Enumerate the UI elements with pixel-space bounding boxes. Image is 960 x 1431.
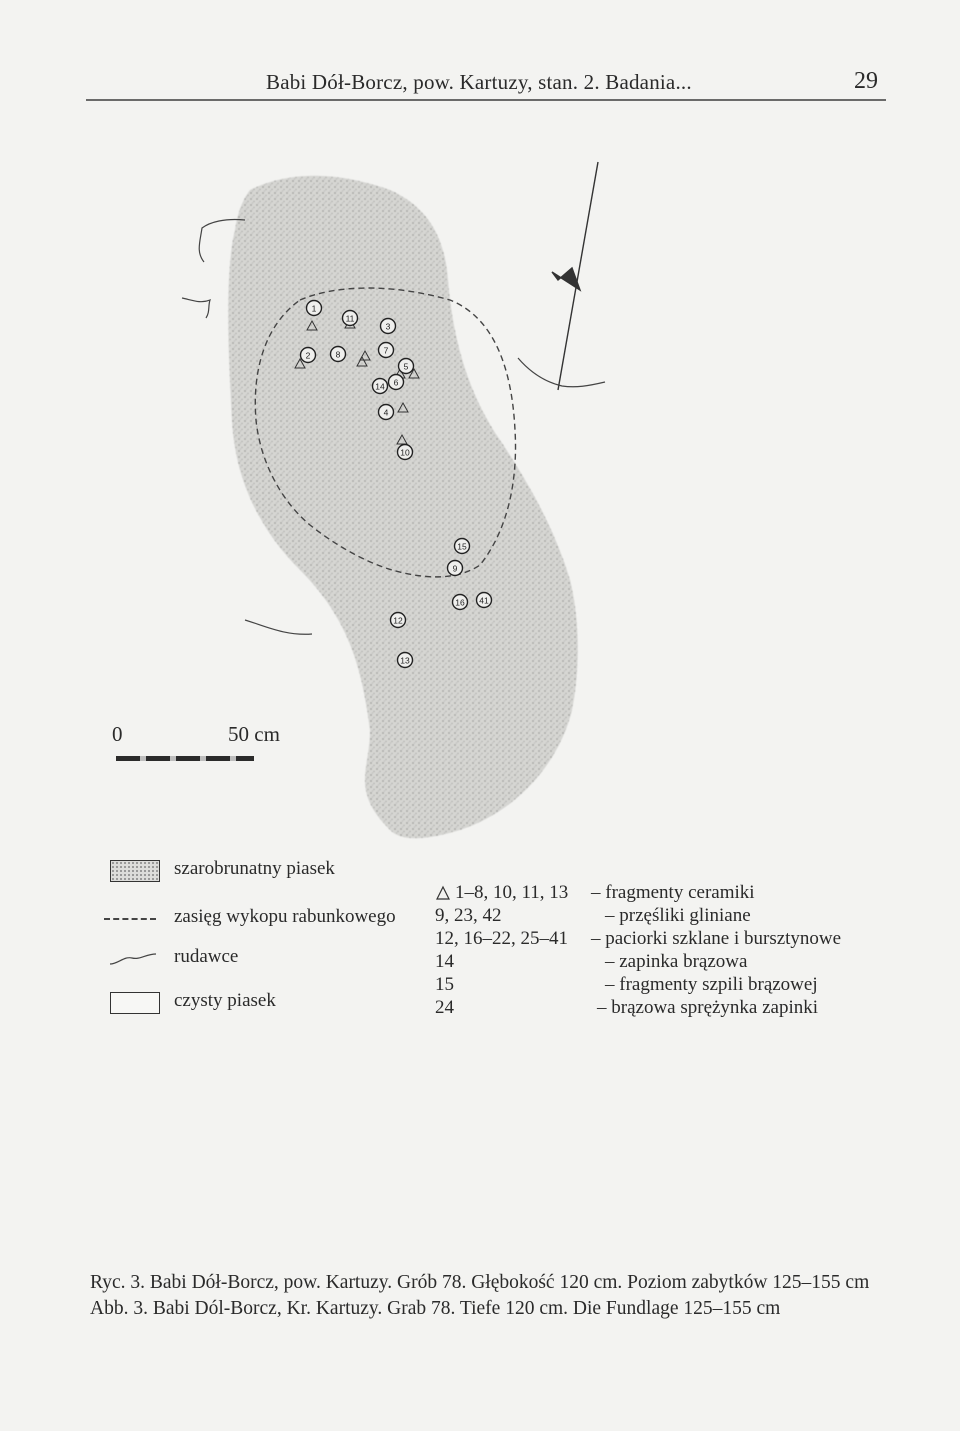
find-marker [301,348,316,363]
find-marker [391,613,406,628]
marker-number: 15 [457,541,467,552]
finds-desc: – przęśliki gliniane [605,905,751,926]
marker-number: 7 [383,345,389,356]
find-marker [331,347,346,362]
find-marker [477,593,492,608]
finds-list [435,882,915,1022]
finds-nums: 9, 23, 42 [435,905,502,926]
finds-nums: 1–8, 10, 11, 13 [455,882,569,903]
running-title: Babi Dół-Borcz, pow. Kartuzy, stan. 2. Badania... [266,70,692,94]
find-marker [399,359,414,374]
find-marker [379,405,394,420]
clean-sand-swatch [110,992,160,1014]
marker-number: 3 [385,321,391,332]
bog-ore-label: rudawce [174,946,239,967]
sand-swatch [110,860,160,882]
marker-number: 12 [393,615,403,626]
bog-ore-swatch [104,946,164,970]
scale-zero-label: 0 [112,722,123,746]
finds-nums: 15 [435,974,454,995]
scale-ruler [116,756,254,761]
find-marker [373,379,388,394]
sand-label: szarobrunatny piasek [174,858,335,879]
finds-desc: – fragmenty ceramiki [591,882,755,903]
find-marker [453,595,468,610]
marker-number: 4 [383,407,389,418]
caption-polish: Ryc. 3. Babi Dół-Borcz, pow. Kartuzy. Grób 78. Głębokość 120 cm. Poziom zabytków 125–155 cm [90,1272,870,1293]
dig-extent-label: zasięg wykopu rabunkowego [174,906,396,927]
marker-number: 11 [345,313,355,324]
marker-number: 8 [335,349,341,360]
find-marker [448,561,463,576]
scale-fifty-label: 50 cm [228,722,280,746]
marker-number: 14 [375,381,385,392]
marker-number: 1 [311,303,317,314]
scale-bar [108,716,298,776]
finds-desc: – zapinka brązowa [605,951,748,972]
dashed-line-swatch [104,918,156,920]
find-marker [381,319,396,334]
finds-desc: – paciorki szklane i bursztynowe [591,928,842,949]
legend [100,858,920,1028]
finds-desc: – fragmenty szpili brązowej [605,974,818,995]
finds-desc: – brązowa sprężynka zapinki [597,997,819,1018]
marker-number: 16 [455,597,465,608]
figure-caption [90,1272,920,1324]
triangle-icon [435,885,451,901]
header-rule [86,99,886,101]
marker-number: 13 [400,655,410,666]
caption-german: Abb. 3. Babi Dól-Borcz, Kr. Kartuzy. Grab 78. Tiefe 120 cm. Die Fundlage 125–155 cm [90,1298,781,1319]
marker-number: 41 [479,595,489,606]
find-marker [455,539,470,554]
page-number: 29 [854,68,878,94]
north-arrow [552,162,598,390]
marker-number: 2 [305,350,311,361]
finds-nums: 24 [435,997,454,1018]
find-marker [398,653,413,668]
page-header [86,66,886,100]
finds-nums: 12, 16–22, 25–41 [435,928,568,949]
marker-number: 9 [452,563,458,574]
find-marker [389,375,404,390]
find-marker [379,343,394,358]
marker-number: 6 [393,377,399,388]
marker-number: 10 [400,447,410,458]
marker-number: 5 [403,361,409,372]
find-marker [343,311,358,326]
clean-sand-label: czysty piasek [174,990,276,1011]
find-marker [398,445,413,460]
find-marker [307,301,322,316]
finds-nums: 14 [435,951,454,972]
